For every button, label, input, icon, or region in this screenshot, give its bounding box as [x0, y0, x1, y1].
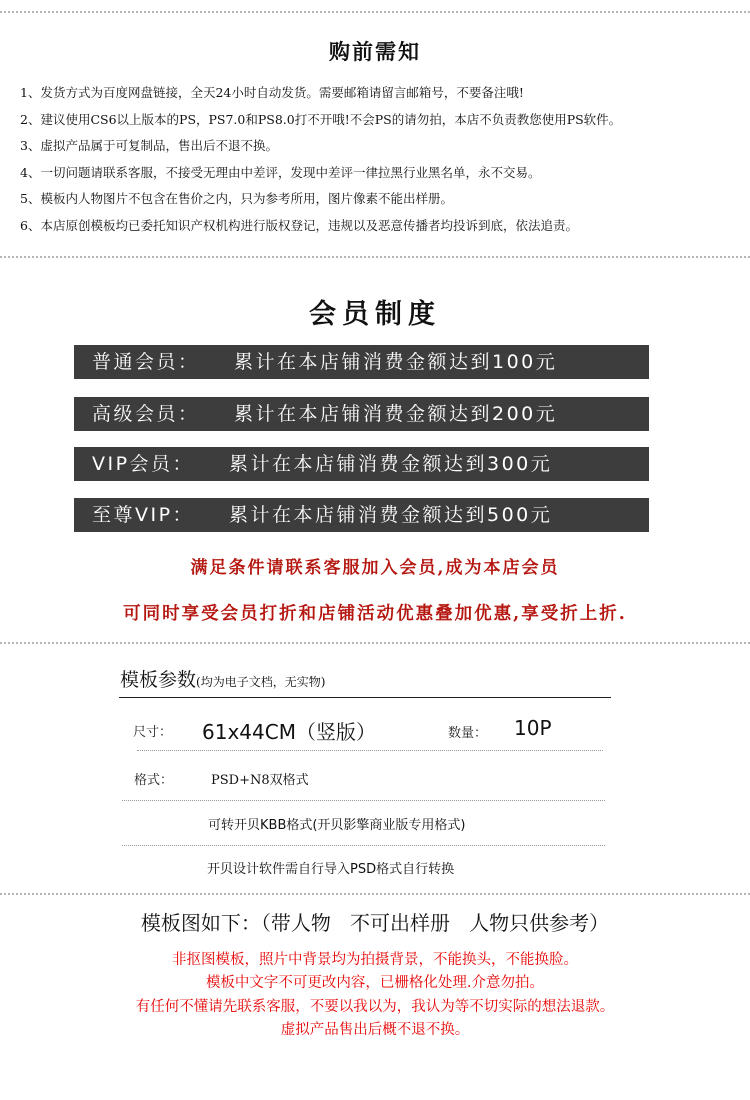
params-divider	[122, 800, 605, 801]
notice-title: 购前需知	[329, 39, 421, 64]
notice-item: 3、虚拟产品属于可复制品，售出后不退不换。	[20, 138, 278, 154]
divider-top	[0, 11, 750, 13]
notice-item: 5、模板内人物图片不包含在售价之内，只为参考所用，图片像素不能出样册。	[20, 191, 453, 207]
tier-requirement: 累计在本店铺消费金额达到100元	[234, 351, 558, 373]
tier-bar-vip	[74, 447, 649, 481]
divider-notice	[0, 256, 750, 258]
divider-membership	[0, 642, 750, 644]
size-value: 61x44CM（竖版）	[202, 720, 376, 744]
membership-title: 会员制度	[309, 299, 441, 330]
notice-list	[20, 80, 621, 240]
convert-format-line: 可转开贝KBB格式(开贝影擎商业版专用格式)	[208, 818, 466, 833]
preview-title: 模板图如下：（带人物 不可出样册 人物只供参考）	[140, 911, 610, 935]
tier-requirement: 累计在本店铺消费金额达到500元	[229, 504, 553, 526]
size-label: 尺寸：	[133, 725, 173, 740]
tier-bar-supreme-vip	[74, 498, 649, 532]
notice-item: 4、一切问题请联系客服，不接受无理由中差评，发现中差评一律拉黑行业黑名单，永不交易。	[20, 164, 541, 180]
tier-requirement: 累计在本店铺消费金额达到200元	[234, 403, 558, 425]
preview-note: 虚拟产品售出后概不退不换。	[280, 1022, 470, 1038]
import-format-line: 开贝设计软件需自行导入PSD格式自行转换	[207, 862, 455, 877]
params-subtitle: (均为电子文档，无实物)	[196, 675, 326, 689]
membership-note-join: 满足条件请联系客服加入会员,成为本店会员	[190, 558, 560, 578]
notice-item: 1、发货方式为百度网盘链接，全天24小时自动发货。需要邮箱请留言邮箱号，不要备注哦!	[20, 85, 524, 100]
tier-requirement: 累计在本店铺消费金额达到300元	[229, 453, 553, 475]
quantity-value: 10P	[514, 716, 552, 740]
tier-level: 普通会员：	[92, 351, 200, 373]
preview-note: 模板中文字不可更改内容，已栅格化处理.介意勿拍。	[205, 975, 545, 991]
quantity-label: 数量：	[448, 726, 488, 741]
tier-level: VIP会员：	[92, 453, 195, 475]
params-divider	[137, 750, 603, 751]
format-value: PSD+N8双格式	[211, 773, 309, 788]
tier-level: 至尊VIP：	[92, 504, 195, 526]
params-title	[120, 665, 325, 692]
tier-bar-senior	[74, 397, 649, 431]
format-label: 格式：	[134, 773, 174, 788]
params-divider	[122, 845, 605, 846]
membership-note-discount: 可同时享受会员打折和店铺活动优惠叠加优惠,享受折上折.	[123, 604, 627, 624]
tier-level: 高级会员：	[92, 403, 200, 425]
preview-note: 非抠图模板，照片中背景均为拍摄背景，不能换头，不能换脸。	[172, 952, 578, 968]
notice-item: 6、本店原创模板均已委托知识产权机构进行版权登记，违规以及恶意传播者均投诉到底，依法追责。	[20, 217, 578, 233]
preview-note: 有任何不懂请先联系客服，不要以我以为，我认为等不切实际的想法退款。	[135, 999, 615, 1015]
params-title-text: 模板参数	[120, 669, 197, 691]
tier-bar-regular	[74, 345, 649, 379]
divider-params	[0, 893, 750, 895]
params-rule	[119, 697, 611, 698]
notice-item: 2、建议使用CS6以上版本的PS，PS7.0和PS8.0打不开哦!不会PS的请勿拍，本店不负责教您使用PS软件。	[20, 111, 622, 127]
